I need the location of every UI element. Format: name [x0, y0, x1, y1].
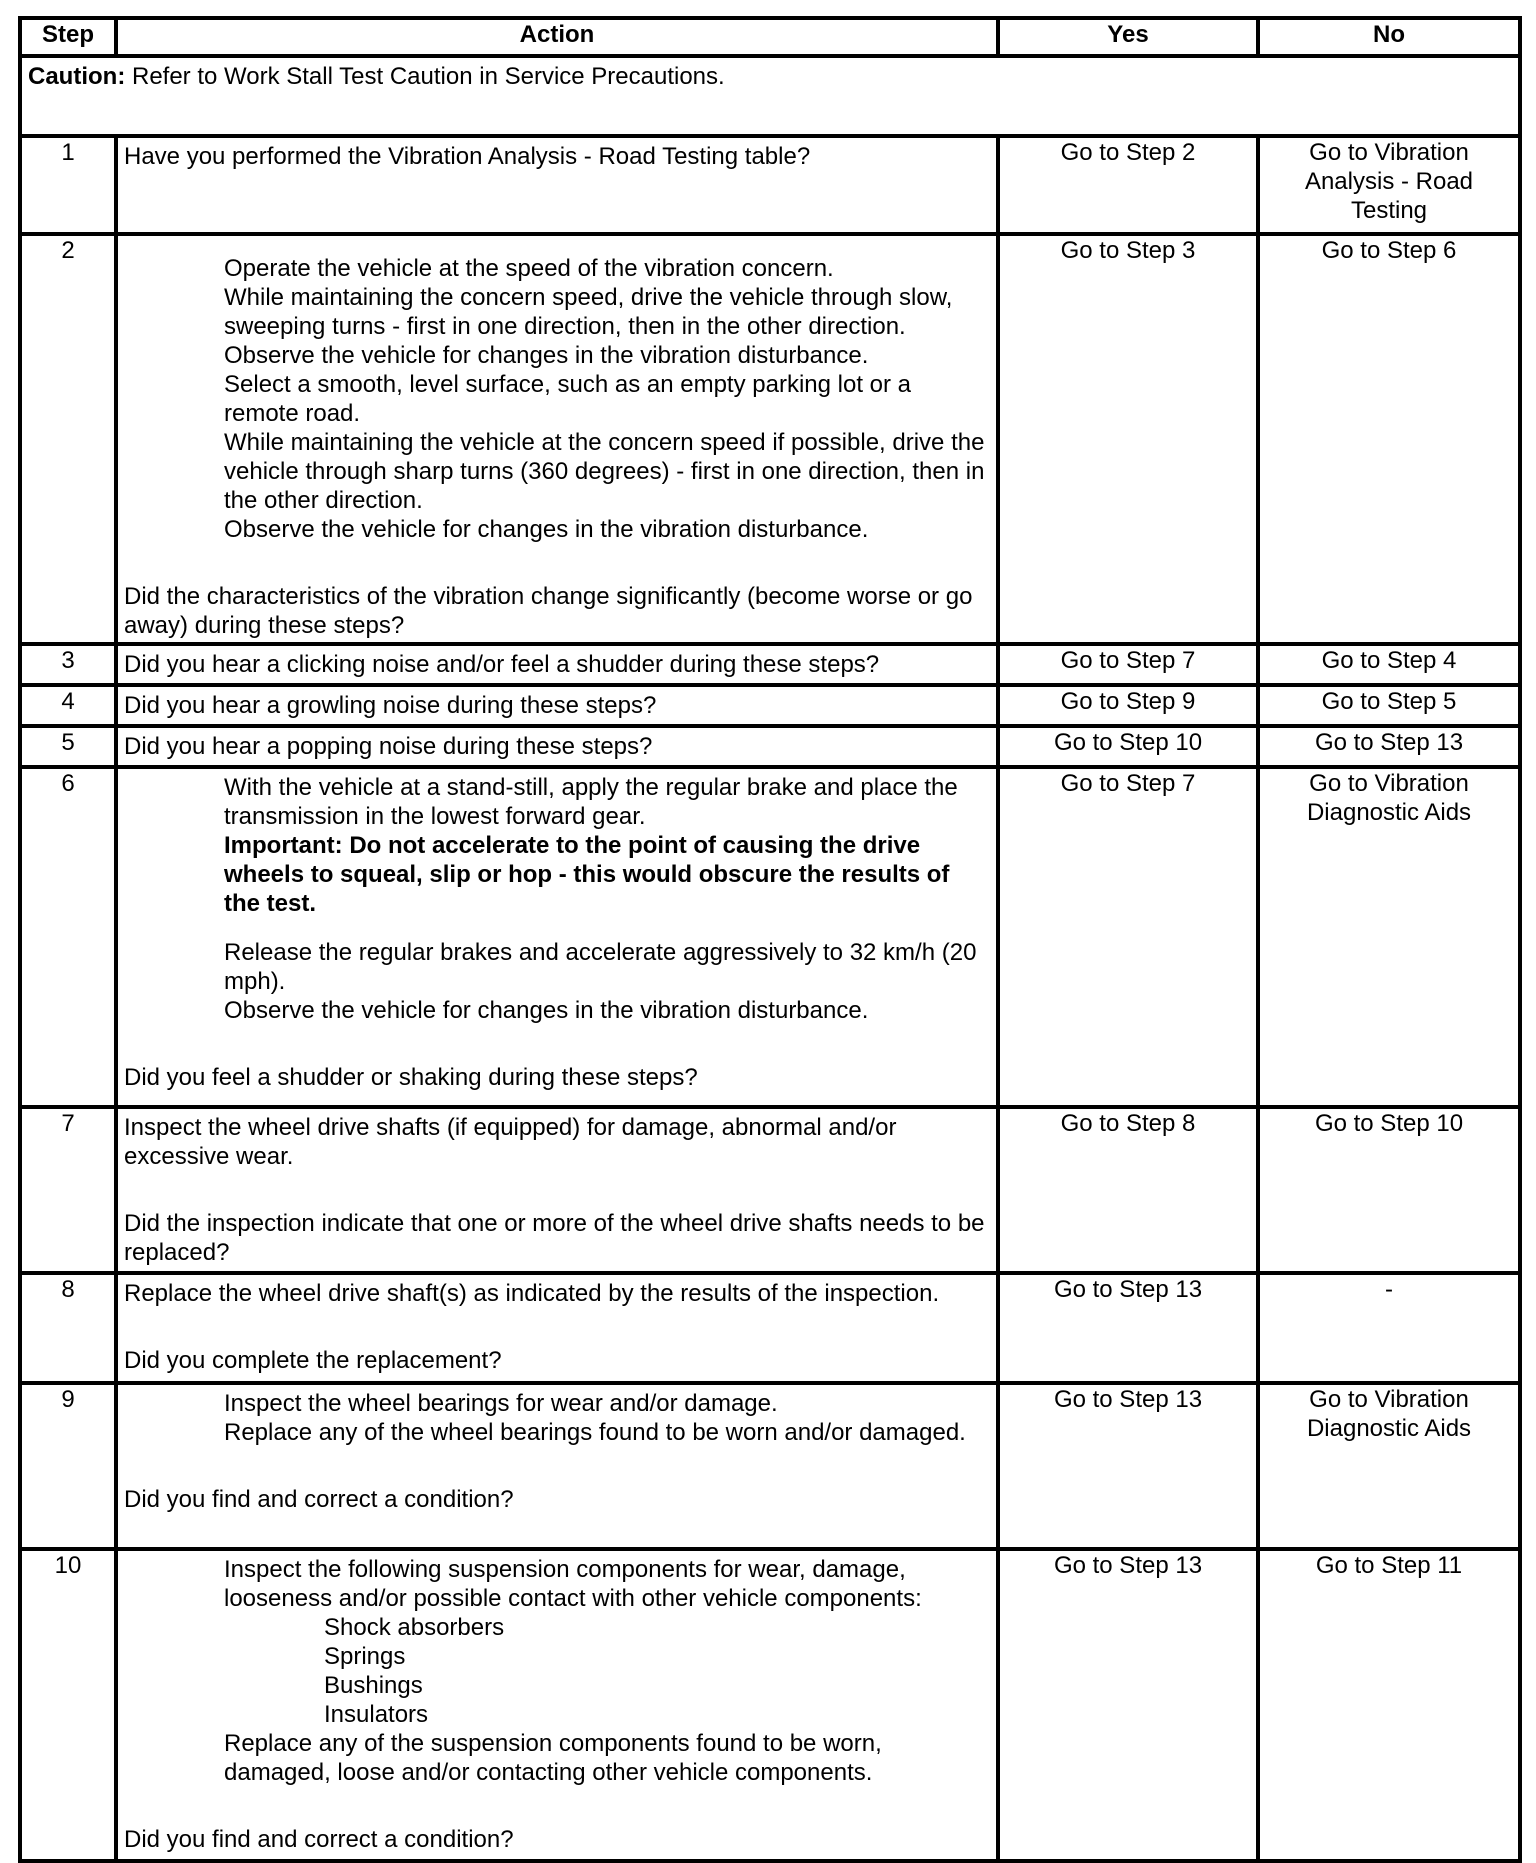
no-cell: Go to Step 5	[1258, 685, 1520, 726]
step-number: 5	[20, 726, 116, 767]
important-note: Important: Do not accelerate to the point of causing the drive wheels to squeal, slip or hop - this would obscure the results of the test.	[224, 832, 950, 917]
table-row	[20, 1549, 1520, 1861]
header-yes: Yes	[998, 18, 1258, 56]
yes-cell: Go to Step 7	[998, 767, 1258, 1107]
action-cell	[116, 136, 998, 234]
no-cell: Go to Vibration Diagnostic Aids	[1258, 1383, 1520, 1549]
table-row	[20, 685, 1520, 726]
instruction-line: Inspect the following suspension components for wear, damage, looseness and/or possible contact with other vehicle components:	[224, 1556, 922, 1612]
action-cell	[116, 685, 998, 726]
caution-label: Caution:	[28, 63, 126, 90]
yes-cell: Go to Step 13	[998, 1273, 1258, 1383]
instruction-line: Select a smooth, level surface, such as an empty parking lot or a remote road.	[224, 371, 912, 427]
table-row	[20, 136, 1520, 234]
table-row	[20, 767, 1520, 1107]
instruction-line: While maintaining the vehicle at the concern speed if possible, drive the vehicle through sharp turns (360 degrees) - first in one direction, then in the other direction.	[224, 429, 985, 514]
yes-cell: Go to Step 9	[998, 685, 1258, 726]
instruction-line: Operate the vehicle at the speed of the vibration concern.	[224, 255, 834, 282]
action-cell	[116, 726, 998, 767]
list-item: Shock absorbers	[324, 1614, 505, 1641]
action-question: Have you performed the Vibration Analysis - Road Testing table?	[124, 143, 811, 170]
caution-text: Refer to Work Stall Test Caution in Service Precautions.	[125, 63, 725, 90]
no-cell: Go to Step 4	[1258, 644, 1520, 685]
step-number: 10	[20, 1549, 116, 1861]
yes-cell: Go to Step 2	[998, 136, 1258, 234]
action-question: Did you find and correct a condition?	[124, 1486, 514, 1513]
yes-cell: Go to Step 7	[998, 644, 1258, 685]
action-question: Did you feel a shudder or shaking during these steps?	[124, 1064, 698, 1091]
action-question: Did you hear a popping noise during these steps?	[124, 733, 653, 760]
table-row	[20, 234, 1520, 644]
table-row	[20, 1273, 1520, 1383]
table-row	[20, 726, 1520, 767]
component-list	[124, 1613, 990, 1729]
step-number: 8	[20, 1273, 116, 1383]
step-number: 4	[20, 685, 116, 726]
step-number: 3	[20, 644, 116, 685]
action-cell	[116, 234, 998, 644]
no-cell: Go to Step 10	[1258, 1107, 1520, 1273]
action-cell	[116, 644, 998, 685]
instruction-line: With the vehicle at a stand-still, apply the regular brake and place the transmission in the lowest forward gear.	[224, 774, 958, 830]
no-cell: -	[1258, 1273, 1520, 1383]
action-cell	[116, 1549, 998, 1861]
diagnostic-page	[18, 16, 1522, 1863]
action-question: Did you hear a clicking noise and/or feel a shudder during these steps?	[124, 651, 880, 678]
header-no: No	[1258, 18, 1520, 56]
table-row	[20, 1107, 1520, 1273]
action-question: Did you complete the replacement?	[124, 1347, 502, 1374]
no-cell: Go to Step 13	[1258, 726, 1520, 767]
step-number: 6	[20, 767, 116, 1107]
instruction-line: Inspect the wheel drive shafts (if equipped) for damage, abnormal and/or excessive wear.	[124, 1114, 897, 1170]
no-cell: Go to Vibration Diagnostic Aids	[1258, 767, 1520, 1107]
step-number: 1	[20, 136, 116, 234]
instruction-line: Inspect the wheel bearings for wear and/or damage.	[224, 1390, 778, 1417]
action-question: Did the inspection indicate that one or more of the wheel drive shafts needs to be replaced?	[124, 1210, 985, 1266]
header-action: Action	[116, 18, 998, 56]
yes-cell: Go to Step 3	[998, 234, 1258, 644]
yes-cell: Go to Step 10	[998, 726, 1258, 767]
action-cell	[116, 1273, 998, 1383]
action-question: Did you find and correct a condition?	[124, 1826, 514, 1853]
list-item: Bushings	[324, 1672, 423, 1699]
instruction-line: Observe the vehicle for changes in the vibration disturbance.	[224, 516, 869, 543]
caution-cell	[20, 56, 1520, 136]
no-cell: Go to Step 11	[1258, 1549, 1520, 1861]
list-item: Insulators	[324, 1701, 429, 1728]
instruction-line: Release the regular brakes and accelerate aggressively to 32 km/h (20 mph).	[224, 939, 977, 995]
caution-row	[20, 56, 1520, 136]
yes-cell: Go to Step 13	[998, 1383, 1258, 1549]
yes-cell: Go to Step 13	[998, 1549, 1258, 1861]
header-row	[20, 18, 1520, 56]
header-step: Step	[20, 18, 116, 56]
yes-cell: Go to Step 8	[998, 1107, 1258, 1273]
instruction-line: Replace any of the wheel bearings found to be worn and/or damaged.	[224, 1419, 966, 1446]
instruction-line: Replace the wheel drive shaft(s) as indicated by the results of the inspection.	[124, 1280, 940, 1307]
action-cell	[116, 1383, 998, 1549]
action-question: Did the characteristics of the vibration change significantly (become worse or go away) during these steps?	[124, 583, 973, 639]
table-row	[20, 644, 1520, 685]
step-number: 2	[20, 234, 116, 644]
instruction-line: While maintaining the concern speed, drive the vehicle through slow, sweeping turns - first in one direction, then in the other direction.	[224, 284, 953, 340]
no-cell: Go to Step 6	[1258, 234, 1520, 644]
diagnostic-steps-table	[18, 16, 1522, 1863]
action-cell	[116, 767, 998, 1107]
instruction-line: Observe the vehicle for changes in the vibration disturbance.	[224, 997, 869, 1024]
instruction-line: Replace any of the suspension components found to be worn, damaged, loose and/or contacting other vehicle components.	[224, 1730, 882, 1786]
step-number: 7	[20, 1107, 116, 1273]
instruction-line: Observe the vehicle for changes in the vibration disturbance.	[224, 342, 869, 369]
no-cell: Go to Vibration Analysis - Road Testing	[1258, 136, 1520, 234]
table-row	[20, 1383, 1520, 1549]
list-item: Springs	[324, 1643, 406, 1670]
action-cell	[116, 1107, 998, 1273]
step-number: 9	[20, 1383, 116, 1549]
action-question: Did you hear a growling noise during these steps?	[124, 692, 657, 719]
